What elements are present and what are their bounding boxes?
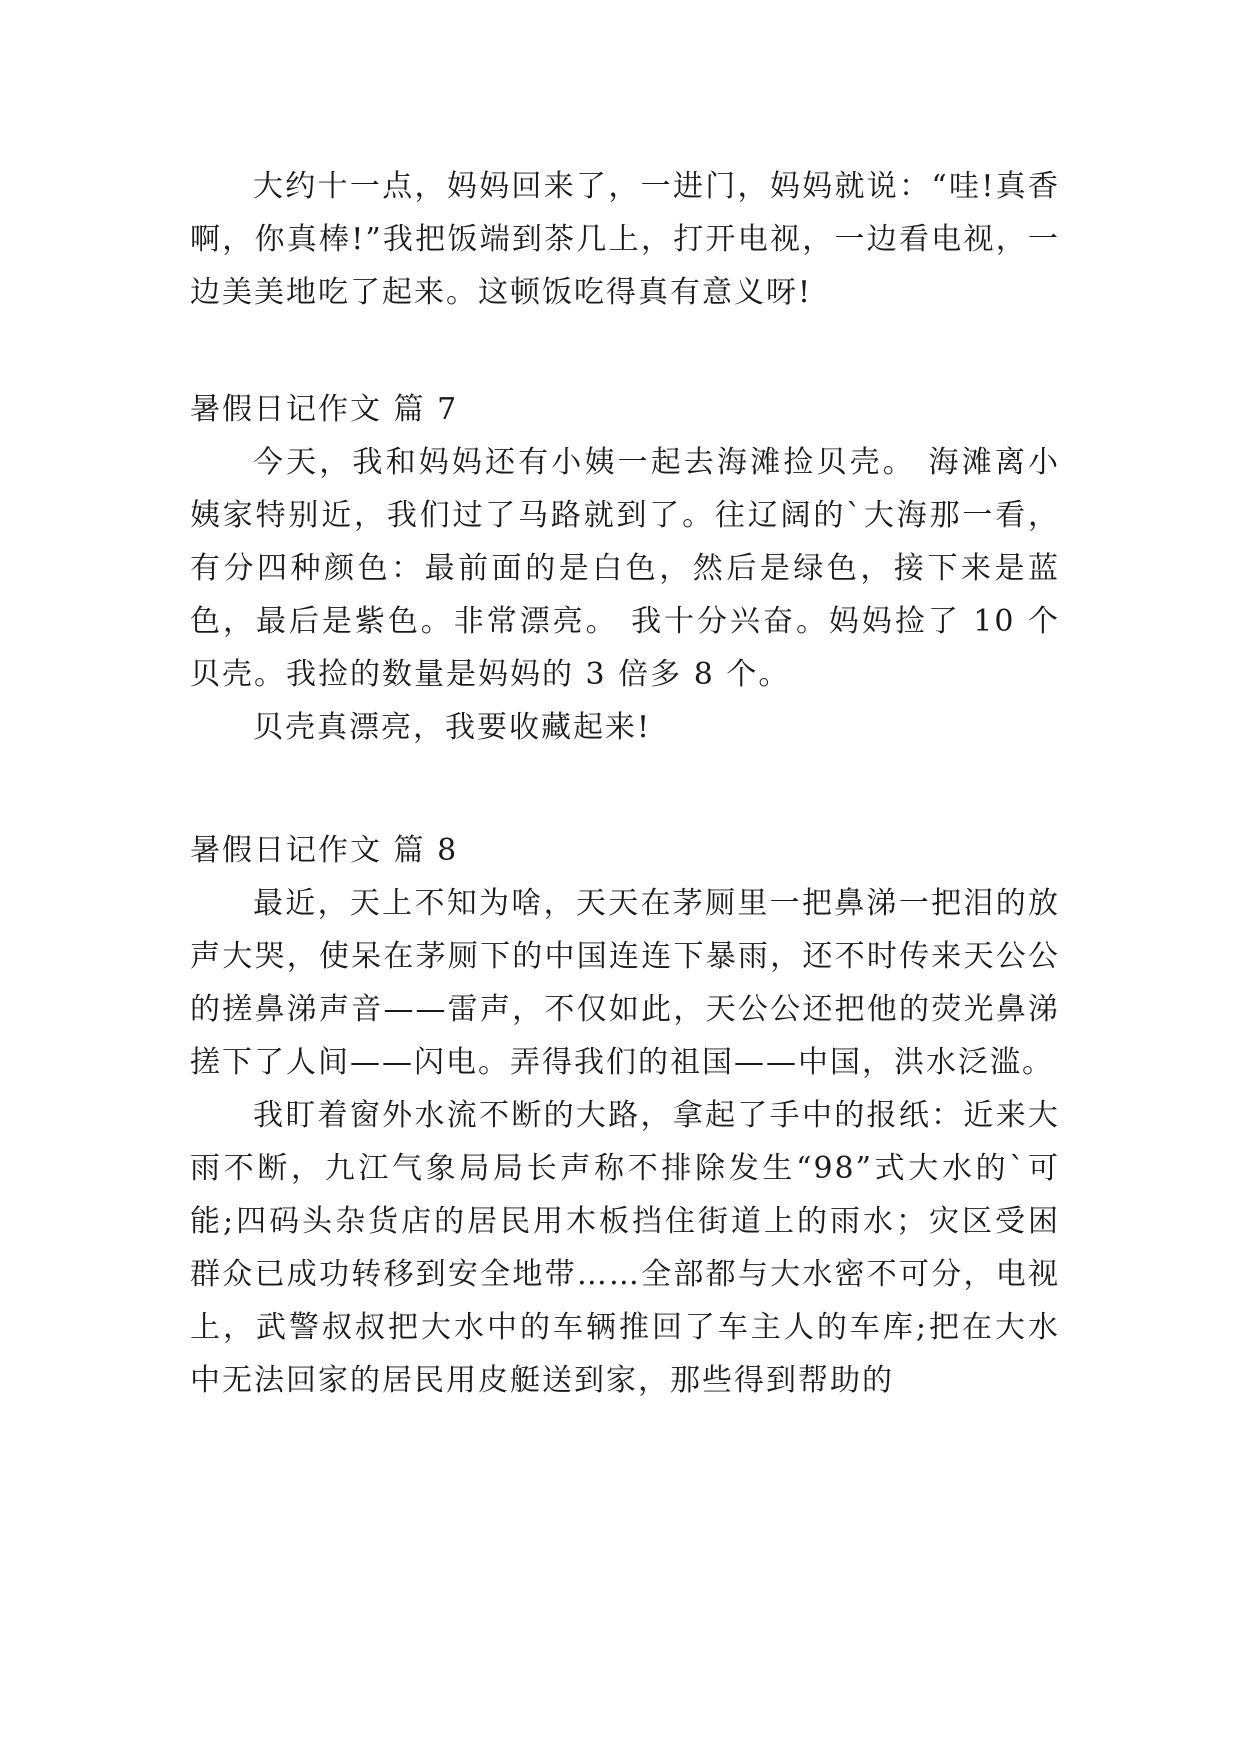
- paragraph: 最近，天上不知为啥，天天在茅厕里一把鼻涕一把泪的放声大哭，使呆在茅厕下的中国连连下暴雨，还不时传来天公公的搓鼻涕声音——雷声，不仅如此，天公公还把他的荧光鼻涕搓下了人间——闪电。弄得我们的祖国——中国，洪水泛滥。: [190, 886, 1060, 1080]
- section-heading: 暑假日记作文 篇 7: [190, 392, 459, 427]
- section-heading: 暑假日记作文 篇 8: [190, 833, 459, 868]
- section-gap: [190, 319, 1060, 383]
- document-page: [190, 160, 1060, 1407]
- paragraph: 贝壳真漂亮，我要收藏起来!: [253, 710, 652, 745]
- section-gap: [190, 754, 1060, 824]
- paragraph: 今天，我和妈妈还有小姨一起去海滩捡贝壳。 海滩离小姨家特别近，我们过了马路就到了。往辽阔的`大海那一看，有分四种颜色：最前面的是白色，然后是绿色，接下来是蓝色，最后是紫色。非常漂亮。 我十分兴奋。妈妈捡了 10 个贝壳。我捡的数量是妈妈的 3 倍多 8 个。: [190, 445, 1060, 692]
- paragraph: 大约十一点，妈妈回来了，一进门，妈妈就说：“哇!真香啊，你真棒!”我把饭端到茶几上，打开电视，一边看电视，一边美美地吃了起来。这顿饭吃得真有意义呀!: [190, 169, 1060, 310]
- paragraph: 我盯着窗外水流不断的大路，拿起了手中的报纸：近来大雨不断，九江气象局局长声称不排除发生“98”式大水的`可能;四码头杂货店的居民用木板挡住街道上的雨水；灾区受困群众已成功转移到安全地带……全部都与大水密不可分，电视上，武警叔叔把大水中的车辆推回了车主人的车库;把在大水中无法回家的居民用皮艇送到家，那些得到帮助的: [190, 1098, 1060, 1398]
